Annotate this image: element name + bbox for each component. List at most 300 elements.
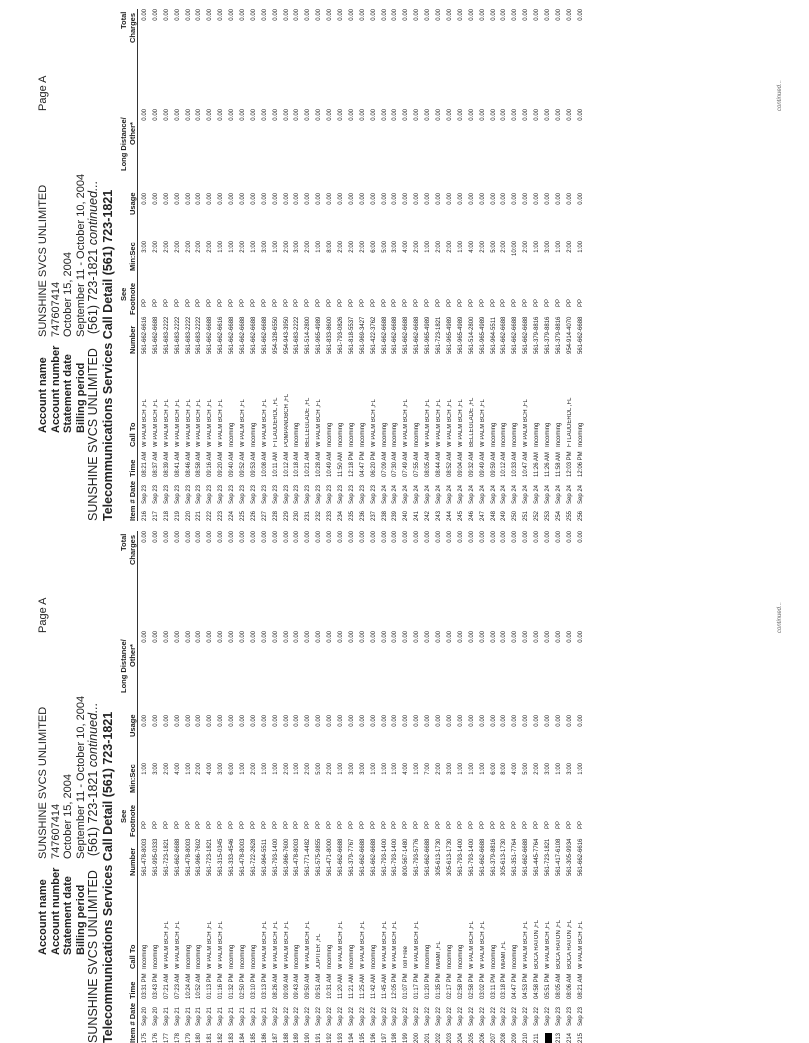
row-time: 06:20 PM [370, 451, 377, 477]
section-number: (561) 723-1821 [86, 248, 100, 335]
row-total-charges: 0.00 [468, 531, 475, 543]
row-item-number: 200 [414, 1032, 421, 1043]
row-date: Sep 22 [403, 1006, 410, 1026]
row-long-distance: 0.00 [446, 109, 453, 121]
row-call-to: W PALM BCH ,FL [261, 921, 268, 969]
row-date: Sep 24 [479, 484, 486, 504]
row-time: 01:32 PM [229, 973, 236, 999]
row-time: 07:23 AM [174, 973, 181, 999]
row-footnote: PP [348, 820, 355, 829]
row-usage: 0.00 [229, 715, 236, 727]
row-min-sec: 1:00 [229, 241, 236, 253]
row-time: 08:41 AM [174, 451, 181, 477]
row-usage: 0.00 [512, 715, 519, 727]
row-date: Sep 22 [425, 1006, 432, 1026]
header-call-to: Call To [128, 422, 137, 447]
table-row [304, 9, 315, 521]
row-call-to: W PALM BCH ,FL [240, 399, 247, 447]
row-item-number: 201 [425, 1032, 432, 1043]
row-item-number: 198 [392, 1032, 399, 1043]
row-usage: 0.00 [468, 193, 475, 205]
row-time: 03:10 PM [250, 973, 257, 999]
row-time: 01:13 PM [207, 973, 214, 999]
header-see: See [119, 809, 128, 823]
row-call-to: Incoming [348, 944, 355, 969]
row-long-distance: 0.00 [174, 109, 181, 121]
row-time: 09:53 AM [250, 451, 257, 477]
row-time: 03:31 PM [142, 973, 148, 999]
row-call-to: Incoming [196, 944, 203, 969]
row-footnote: PP [152, 298, 159, 307]
row-min-sec: 3:00 [348, 763, 355, 775]
row-call-to: BOCA RATON ,FL [566, 919, 573, 969]
row-min-sec: 6:00 [229, 763, 236, 775]
row-footnote: PP [218, 298, 225, 307]
table-row [239, 531, 250, 1043]
row-date: Sep 23 [370, 484, 377, 504]
table-row [185, 9, 196, 521]
row-footnote: PP [327, 820, 334, 829]
header-charges: Charges [128, 534, 137, 565]
row-item-number: 218 [163, 510, 170, 521]
row-call-to: W PALM BCH ,FL [523, 399, 530, 447]
row-long-distance: 0.00 [512, 109, 519, 121]
row-min-sec: 2:00 [305, 241, 312, 253]
row-total-charges: 0.00 [501, 9, 508, 21]
row-footnote: PP [534, 820, 541, 829]
header-call-to: Call To [128, 944, 137, 969]
row-time: 09:51 AM [316, 973, 323, 999]
row-item-number: 238 [381, 510, 388, 521]
row-min-sec: 1:00 [555, 241, 562, 253]
row-footnote: PP [501, 820, 508, 829]
row-min-sec: 3:00 [446, 763, 453, 775]
row-time: 09:59 AM [490, 451, 497, 477]
table-row [250, 9, 261, 521]
row-min-sec: 1:00 [534, 241, 541, 253]
row-call-to: Incoming [359, 422, 366, 447]
table-row [413, 531, 424, 1043]
account-number-value: 747607414 [49, 803, 62, 859]
row-date: Sep 21 [174, 1006, 181, 1026]
row-number: 305-613-1730 [501, 838, 508, 876]
row-date: Sep 23 [316, 484, 323, 504]
row-date: Sep 24 [490, 484, 497, 504]
row-long-distance: 0.00 [370, 109, 377, 121]
row-call-to: Incoming [512, 422, 519, 447]
row-time: 08:05 AM [555, 973, 562, 999]
row-long-distance: 0.00 [425, 631, 432, 643]
header-time: Time [128, 459, 137, 477]
row-item-number: 242 [425, 510, 432, 521]
row-usage: 0.00 [316, 715, 323, 727]
row-number: 954-914-4070 [566, 316, 573, 354]
row-call-to: Incoming [240, 944, 247, 969]
row-footnote: PP [566, 820, 573, 829]
row-footnote: PP [555, 298, 562, 307]
row-time: 10:47 AM [523, 451, 530, 477]
row-min-sec: 2:00 [305, 763, 312, 775]
row-footnote: PP [261, 298, 268, 307]
row-total-charges: 0.00 [523, 531, 530, 543]
row-number: 954-328-6550 [272, 316, 279, 354]
row-total-charges: 0.00 [305, 9, 312, 21]
row-min-sec: 3:00 [218, 763, 225, 775]
row-time: 08:05 AM [425, 451, 432, 477]
row-number: 561-662-6688 [240, 316, 247, 354]
row-time: 01:17 PM [414, 973, 421, 999]
row-total-charges: 0.00 [479, 531, 486, 543]
row-usage: 0.00 [425, 193, 432, 205]
row-date: Sep 22 [359, 1006, 366, 1026]
row-total-charges: 0.00 [196, 9, 203, 21]
row-footnote: PP [370, 820, 377, 829]
row-long-distance: 0.00 [468, 631, 475, 643]
row-min-sec: 1:00 [381, 763, 388, 775]
row-call-to: JUPITER ,FL [316, 933, 323, 969]
row-total-charges: 0.00 [305, 531, 312, 543]
company-name: SUNSHINE SVCS UNLIMITED [86, 870, 100, 1043]
row-long-distance: 0.00 [414, 631, 421, 643]
row-footnote: PP [152, 820, 159, 829]
row-usage: 0.00 [283, 193, 290, 205]
row-usage: 0.00 [370, 193, 377, 205]
row-number: 561-965-4989 [457, 316, 464, 354]
header-footnote: Footnote [128, 804, 137, 837]
row-date: Sep 24 [544, 484, 551, 504]
row-date: Sep 22 [457, 1006, 464, 1026]
row-total-charges: 0.00 [163, 9, 170, 21]
row-total-charges: 0.00 [283, 9, 290, 21]
row-total-charges: 0.00 [414, 531, 421, 543]
row-long-distance: 0.00 [207, 631, 214, 643]
table-row [446, 531, 457, 1043]
row-long-distance: 0.00 [348, 109, 355, 121]
row-call-to: W PALM BCH ,FL [163, 399, 170, 447]
row-usage: 0.00 [577, 193, 584, 205]
row-footnote: PP [196, 298, 203, 307]
row-min-sec: 1:00 [370, 763, 377, 775]
account-number-label: Account number [49, 867, 62, 955]
row-min-sec: 2:00 [250, 763, 257, 775]
table-row [315, 531, 326, 1043]
row-total-charges: 0.00 [446, 531, 453, 543]
table-row [457, 531, 468, 1043]
account-number-value: 747607414 [49, 281, 62, 337]
row-usage: 0.00 [207, 715, 214, 727]
row-call-to: Incoming [501, 422, 508, 447]
row-item-number: 256 [577, 510, 584, 521]
row-item-number: 239 [392, 510, 399, 521]
row-number: 561-793-1400 [457, 838, 464, 876]
row-number: 561-969-3427 [359, 316, 366, 354]
row-number: 561-662-6616 [218, 316, 225, 354]
row-number: 561-379-8816 [555, 316, 562, 354]
row-item-number: 205 [468, 1032, 475, 1043]
row-min-sec: 1:00 [468, 763, 475, 775]
table-row [163, 9, 174, 521]
row-footnote: PP [436, 298, 443, 307]
row-item-number: 185 [250, 1032, 257, 1043]
row-min-sec: 3:00 [261, 241, 268, 253]
row-item-number: 225 [240, 510, 247, 521]
row-long-distance: 0.00 [163, 109, 170, 121]
row-long-distance: 0.00 [534, 631, 541, 643]
row-footnote: PP [544, 298, 551, 307]
row-long-distance: 0.00 [425, 109, 432, 121]
row-long-distance: 0.00 [490, 631, 497, 643]
row-date: Sep 23 [272, 484, 279, 504]
row-number: 561-683-2222 [294, 316, 301, 354]
row-min-sec: 1:00 [577, 763, 584, 775]
row-date: Sep 24 [468, 484, 475, 504]
row-number: 561-662-6688 [261, 316, 268, 354]
row-number: 561-478-8003 [185, 838, 192, 876]
row-min-sec: 1:00 [555, 763, 562, 775]
row-usage: 0.00 [348, 715, 355, 727]
row-number: 561-478-8003 [294, 838, 301, 876]
row-usage: 0.00 [142, 715, 148, 727]
table-row [500, 9, 511, 521]
row-number: 561-662-6688 [359, 838, 366, 876]
row-long-distance: 0.00 [316, 109, 323, 121]
table-row [206, 9, 217, 521]
row-call-to: W PALM BCH ,FL [185, 399, 192, 447]
row-number: 561-379-7767 [348, 838, 355, 876]
row-time: 04:47 PM [512, 973, 519, 999]
row-call-to: Incoming [555, 422, 562, 447]
row-item-number: 194 [348, 1032, 355, 1043]
row-footnote: PP [544, 820, 551, 829]
section-continued: continued... [86, 180, 100, 246]
row-number: 561-662-6688 [523, 316, 530, 354]
row-date: Sep 24 [577, 484, 584, 504]
row-item-number: 233 [327, 510, 334, 521]
row-item-number: 182 [218, 1032, 225, 1043]
row-total-charges: 0.00 [566, 9, 573, 21]
row-min-sec: 3:00 [152, 763, 159, 775]
row-date: Sep 22 [381, 1006, 388, 1026]
row-time: 07:49 AM [403, 451, 410, 477]
row-time: 10:12 AM [501, 451, 508, 477]
row-long-distance: 0.00 [152, 631, 159, 643]
row-date: Sep 21 [240, 1006, 247, 1026]
row-item-number: 186 [261, 1032, 268, 1043]
row-min-sec: 3:00 [294, 241, 301, 253]
row-call-to: W PALM BCH ,FL [479, 921, 486, 969]
row-total-charges: 0.00 [196, 531, 203, 543]
table-row [435, 9, 446, 521]
row-time: 08:21 AM [577, 973, 584, 999]
company-line [86, 703, 100, 1043]
row-footnote: PP [359, 820, 366, 829]
row-call-to: MIAMI ,FL [436, 941, 443, 969]
row-time: 09:52 AM [240, 451, 247, 477]
row-date: Sep 23 [142, 484, 148, 504]
row-total-charges: 0.00 [403, 9, 410, 21]
row-call-to: Incoming [577, 422, 584, 447]
row-date: Sep 24 [446, 484, 453, 504]
row-usage: 0.00 [305, 193, 312, 205]
row-date: Sep 21 [250, 1006, 257, 1026]
row-total-charges: 0.00 [446, 9, 453, 21]
row-long-distance: 0.00 [512, 631, 519, 643]
row-total-charges: 0.00 [142, 9, 148, 21]
row-time: 03:18 PM [501, 973, 508, 999]
row-total-charges: 0.00 [338, 9, 345, 21]
table-row [533, 9, 544, 521]
row-footnote: PP [283, 298, 290, 307]
row-footnote: PP [381, 820, 388, 829]
row-footnote: PP [501, 298, 508, 307]
row-usage: 0.00 [577, 715, 584, 727]
row-footnote: PP [468, 820, 475, 829]
table-row [348, 9, 359, 521]
row-total-charges: 0.00 [261, 9, 268, 21]
row-call-to: Incoming [490, 944, 497, 969]
row-number: 561-793-0826 [338, 316, 345, 354]
row-item-number: 199 [403, 1032, 410, 1043]
row-date: Sep 24 [512, 484, 519, 504]
row-call-to: W PALM BCH ,FL [261, 399, 268, 447]
row-item-number: 253 [544, 510, 551, 521]
row-date: Sep 22 [283, 1006, 290, 1026]
row-date: Sep 23 [338, 484, 345, 504]
row-item-number: 245 [457, 510, 464, 521]
header-usage: Usage [128, 192, 137, 215]
row-usage: 0.00 [501, 193, 508, 205]
row-footnote: PP [479, 820, 486, 829]
row-min-sec: 5:00 [381, 241, 388, 253]
row-item-number: 232 [316, 510, 323, 521]
row-number: 561-662-6616 [142, 316, 148, 354]
row-call-to: Incoming [490, 422, 497, 447]
table-row [293, 531, 304, 1043]
section-title: Telecommunications Services Call Detail (561) 723-1821 [101, 189, 115, 521]
row-long-distance: 0.00 [403, 631, 410, 643]
row-total-charges: 0.00 [534, 9, 541, 21]
row-usage: 0.00 [240, 193, 247, 205]
row-total-charges: 0.00 [577, 531, 584, 543]
row-total-charges: 0.00 [436, 9, 443, 21]
row-total-charges: 0.00 [240, 531, 247, 543]
row-call-to: W PALM BCH ,FL [523, 921, 530, 969]
row-long-distance: 0.00 [305, 109, 312, 121]
table-row [250, 531, 261, 1043]
row-usage: 0.00 [152, 193, 159, 205]
row-date: Sep 23 [185, 484, 192, 504]
row-usage: 0.00 [523, 193, 530, 205]
table-row [195, 531, 206, 1043]
row-item-number: 175 [142, 1032, 148, 1043]
row-time: 03:11 PM [490, 973, 497, 999]
row-min-sec: 1:00 [240, 763, 247, 775]
row-min-sec: 1:00 [142, 763, 148, 775]
row-number: 561-478-8003 [240, 838, 247, 876]
header-number: Number [128, 847, 137, 876]
row-total-charges: 0.00 [229, 9, 236, 21]
row-call-to: Incoming [381, 422, 388, 447]
row-footnote: PP [338, 298, 345, 307]
table-row [185, 531, 196, 1043]
row-call-to: W PALM BCH ,FL [218, 921, 225, 969]
row-footnote: PP [577, 820, 584, 829]
table-row [479, 9, 490, 521]
row-footnote: PP [185, 820, 192, 829]
row-total-charges: 0.00 [229, 531, 236, 543]
account-values [37, 599, 87, 859]
row-call-to: W PALM BCH ,FL [403, 399, 410, 447]
row-time: 12:03 PM [566, 451, 573, 477]
row-time: 09:50 AM [305, 973, 312, 999]
row-date: Sep 23 [577, 1006, 584, 1026]
row-long-distance: 0.00 [555, 109, 562, 121]
row-number: 561-964-5511 [490, 317, 497, 354]
row-min-sec: 1:00 [185, 763, 192, 775]
row-item-number: 228 [272, 510, 279, 521]
row-time: 10:24 AM [185, 973, 192, 999]
row-total-charges: 0.00 [403, 531, 410, 543]
row-min-sec: 2:00 [566, 241, 573, 253]
row-date: Sep 22 [544, 1006, 551, 1026]
row-total-charges: 0.00 [534, 531, 541, 543]
row-usage: 0.00 [250, 715, 257, 727]
row-item-number: 192 [327, 1032, 334, 1043]
row-usage: 0.00 [327, 715, 334, 727]
row-date: Sep 24 [555, 484, 562, 504]
row-call-to: W PALM BCH ,FL [425, 399, 432, 447]
row-total-charges: 0.00 [512, 9, 519, 21]
row-min-sec: 2:00 [436, 763, 443, 775]
row-footnote: PP [338, 820, 345, 829]
row-call-to: W PALM BCH ,FL [272, 921, 279, 969]
row-usage: 0.00 [163, 193, 170, 205]
row-number: 561-964-5511 [261, 839, 268, 876]
table-row [457, 9, 468, 521]
row-item-number: 189 [294, 1032, 301, 1043]
row-date: Sep 22 [305, 1006, 312, 1026]
billing-period-label: Billing period [74, 362, 87, 433]
table-row [174, 531, 185, 1043]
row-total-charges: 0.00 [479, 9, 486, 21]
row-long-distance: 0.00 [359, 109, 366, 121]
row-usage: 0.00 [250, 193, 257, 205]
table-row [239, 9, 250, 521]
row-total-charges: 0.00 [338, 531, 345, 543]
row-date: Sep 23 [294, 484, 301, 504]
row-footnote: PP [142, 298, 148, 307]
row-usage: 0.00 [490, 193, 497, 205]
row-call-to: W PALM BCH ,FL [207, 921, 214, 969]
row-min-sec: 2:00 [338, 241, 345, 253]
row-time: 11:42 AM [370, 974, 377, 999]
row-usage: 0.00 [479, 193, 486, 205]
row-number: 305-613-1730 [446, 838, 453, 876]
table-row [391, 9, 402, 521]
row-total-charges: 0.00 [348, 531, 355, 543]
row-usage: 0.00 [490, 715, 497, 727]
header-footnote: Footnote [128, 282, 137, 315]
row-time: 08:21 AM [142, 451, 148, 477]
row-total-charges: 0.00 [348, 9, 355, 21]
row-total-charges: 0.00 [436, 531, 443, 543]
account-name-label: Account name [37, 357, 49, 433]
row-usage: 0.00 [534, 193, 541, 205]
row-long-distance: 0.00 [196, 109, 203, 121]
table-row [577, 531, 588, 1043]
table-row [206, 531, 217, 1043]
row-call-to: W PALM BCH ,FL [174, 921, 181, 969]
